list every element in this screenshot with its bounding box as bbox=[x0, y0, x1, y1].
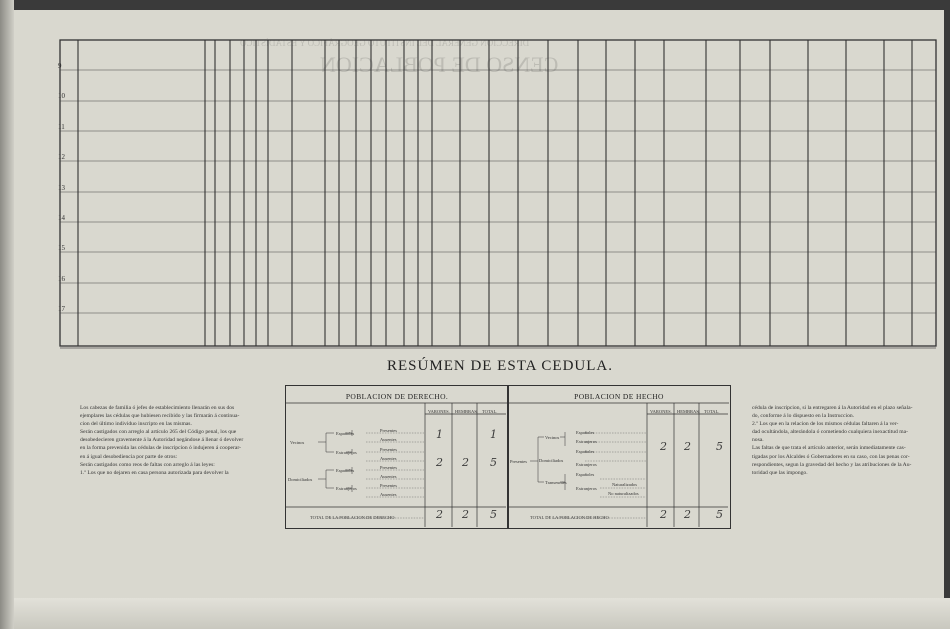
instruction-line: cion del último individuo inscripto en las mismas. bbox=[80, 421, 192, 428]
instruction-line: tigadas por los Alcaldes ó Gobernadores en su caso, con las penas cor- bbox=[752, 453, 910, 460]
row-number: 17 bbox=[58, 305, 65, 313]
hecho-col-total: TOTAL. bbox=[704, 409, 720, 414]
derecho-total-varones: 2 bbox=[436, 508, 443, 521]
hecho-label-presentes: Presentes bbox=[510, 459, 527, 464]
row-number: 12 bbox=[58, 153, 65, 161]
instruction-line: toridad que las impongo. bbox=[752, 469, 808, 476]
hecho-col-varones: VARONES. bbox=[650, 409, 672, 414]
derecho-label-presentes: Presentes bbox=[380, 428, 397, 433]
derecho-col-hembras: HEMBRAS. bbox=[455, 409, 478, 414]
row-number: 13 bbox=[58, 184, 65, 192]
derecho-label-presentes: Presentes bbox=[380, 447, 397, 452]
instruction-line: ejemplares las cédulas que hubiesen recibido y las firmarán á continua- bbox=[80, 413, 240, 420]
hecho-total-total: 5 bbox=[716, 508, 723, 521]
instruction-line: respondientes, segun la gravedad del hecho y las atribuciones de la Au- bbox=[752, 461, 912, 468]
instruction-line: Serán castigados con arreglo al artículo 265 del Código penal, los que bbox=[80, 429, 237, 436]
hecho-label-espanoles: Españoles bbox=[576, 430, 595, 435]
derecho-heading: POBLACION DE DERECHO. bbox=[345, 392, 449, 401]
hecho-label-extranjeros: Extranjeros bbox=[576, 462, 597, 467]
instruction-line: do, conforme á lo dispuesto en la Instruccion. bbox=[752, 413, 855, 420]
hecho-label-naturalizados: Naturalizados bbox=[612, 482, 637, 487]
derecho-col-total: TOTAL. bbox=[482, 409, 498, 414]
hecho-label-vecinos: Vecinos bbox=[545, 435, 560, 440]
derecho-row2-varones: 2 bbox=[436, 456, 443, 469]
instruction-line: 1.º Los que no dejaren en casa persona autorizada para devolver la bbox=[80, 469, 229, 476]
summary-title: RESÚMEN DE ESTA CEDULA. bbox=[387, 358, 613, 374]
hecho-heading: POBLACION DE HECHO bbox=[574, 392, 664, 401]
derecho-label-ausentes: Ausentes bbox=[380, 492, 397, 497]
instruction-line: 2.º Los que en la relacion de los mismos cédulas faltaren á la ver- bbox=[752, 421, 899, 428]
instruction-line: desobedecieren gravemente á la Autoridad negándose á llenar ó devolver bbox=[80, 437, 244, 444]
derecho-label-ausentes: Ausentes bbox=[380, 456, 397, 461]
derecho-label-espanoles: Españoles bbox=[336, 431, 355, 436]
derecho-total-total: 5 bbox=[490, 508, 497, 521]
hecho-row1-varones: 2 bbox=[660, 440, 667, 453]
row-number: 14 bbox=[58, 214, 65, 222]
hecho-label-extranjeros: Extranjeros bbox=[576, 439, 597, 444]
hecho-label-espanoles: Españoles bbox=[576, 472, 595, 477]
derecho-label-total: TOTAL DE LA POBLACION DE DERECHO bbox=[310, 515, 395, 520]
derecho-label-ausentes: Ausentes bbox=[380, 474, 397, 479]
hecho-label-no-naturalizados: No naturalizados bbox=[608, 491, 639, 496]
hecho-total-hembras: 2 bbox=[684, 508, 691, 521]
derecho-label-domiciliados: Domiciliados bbox=[288, 477, 313, 482]
derecho-total-hembras: 2 bbox=[462, 508, 469, 521]
derecho-row1-varones: 1 bbox=[436, 428, 443, 441]
hecho-label-domiciliados: Domiciliados bbox=[539, 458, 564, 463]
derecho-col-varones: VARONES. bbox=[428, 409, 450, 414]
instruction-line: dad ocultándola, alterándola ó cometiendo cualquiera inexactitud ma- bbox=[752, 429, 908, 436]
hecho-label-espanoles: Españoles bbox=[576, 449, 595, 454]
instruction-line: Las faltas de que trata el artículo anterior, serán inmediatamente cas- bbox=[752, 445, 906, 452]
hecho-row1-total: 5 bbox=[716, 440, 723, 453]
derecho-label-extranjeros: Extranjeros bbox=[336, 450, 357, 455]
derecho-row1-total: 1 bbox=[490, 428, 497, 441]
derecho-label-ausentes: Ausentes bbox=[380, 437, 397, 442]
hecho-label-total: TOTAL DE LA POBLACION DE HECHO bbox=[530, 515, 609, 520]
row-number: 16 bbox=[58, 275, 65, 283]
instruction-line: nosa. bbox=[752, 437, 764, 444]
derecho-row2-total: 5 bbox=[490, 456, 497, 469]
row-number: 9 bbox=[58, 62, 62, 70]
instruction-line: en la forma prevenida las cédulas de inscripcion ó indujeren á cooperar- bbox=[80, 445, 241, 452]
derecho-label-espanoles: Españoles bbox=[336, 468, 355, 473]
derecho-row2-hembras: 2 bbox=[462, 456, 469, 469]
row-number: 15 bbox=[58, 244, 65, 252]
derecho-label-vecinos: Vecinos bbox=[290, 440, 305, 445]
hecho-col-hembras: HEMBRAS. bbox=[677, 409, 700, 414]
instruction-line: en á igual desobediencia por parte de otros: bbox=[80, 453, 178, 460]
instruction-line: cédula de inscripcion, si la entregaren á la Autoridad en el plazo señala- bbox=[752, 405, 913, 411]
hecho-label-extranjeros: Extranjeros bbox=[576, 486, 597, 491]
row-number: 10 bbox=[58, 92, 65, 100]
derecho-label-presentes: Presentes bbox=[380, 465, 397, 470]
derecho-label-extranjeros: Extranjeros bbox=[336, 486, 357, 491]
derecho-label-presentes: Presentes bbox=[380, 483, 397, 488]
hecho-row1-hembras: 2 bbox=[684, 440, 691, 453]
hecho-label-transeuntes: Transeuntes bbox=[545, 480, 567, 485]
bleed-through-title-main: CENSO DE POBLACION bbox=[320, 52, 559, 77]
instruction-line: Serán castigados como reos de faltas con arreglo á las leyes: bbox=[80, 461, 215, 468]
row-number: 11 bbox=[58, 123, 65, 131]
bleed-through-title-top: DIRECCION GENERAL DEL INSTITUTO GEOGRÁFICO Y ESTADÍSTICO bbox=[240, 38, 530, 48]
hecho-total-varones: 2 bbox=[660, 508, 667, 521]
instruction-line: Los cabezas de familia ó jefes de establecimiento llenarán en sus dos bbox=[80, 405, 235, 411]
